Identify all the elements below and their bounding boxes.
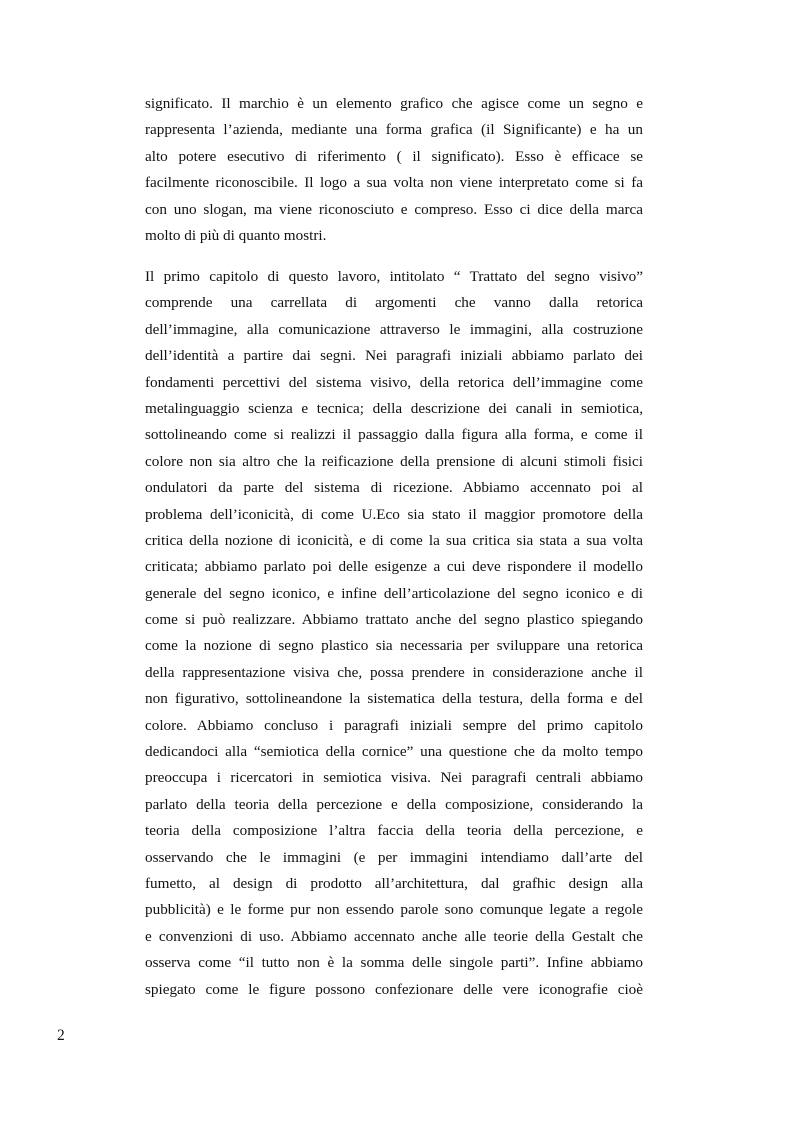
text-line: molto di più di quanto mostri. <box>145 226 327 244</box>
text-line: colore non sia altro che la reificazione della prensione di alcuni stimoli fisici <box>145 452 643 470</box>
text-line: significato. Il marchio è un elemento grafico che agisce come un segno e <box>145 95 643 112</box>
text-line: teoria della composizione l’altra faccia della teoria della percezione, e <box>145 822 643 840</box>
text-line: criticata; abbiamo parlato poi delle esigenze a cui deve rispondere il modello <box>145 558 643 576</box>
text-line: generale del segno iconico, e infine dell’articolazione del segno iconico e di <box>145 584 643 602</box>
text-line: colore. Abbiamo concluso i paragrafi iniziali sempre del primo capitolo <box>145 716 643 734</box>
text-line: della rappresentazione visiva che, possa prendere in considerazione anche il <box>145 663 643 681</box>
text-line: dedicandoci alla “semiotica della cornice” una questione che da molto tempo <box>145 743 643 761</box>
text-line: alto potere esecutivo di riferimento ( il significato). Esso è efficace se <box>145 147 643 165</box>
text-line: sottolineando come si realizzi il passaggio dalla figura alla forma, e come il <box>145 426 643 444</box>
text-line: problema dell’iconicità, di come U.Eco sia stato il maggior promotore della <box>145 505 643 523</box>
text-line: ondulatori da parte del sistema di ricezione. Abbiamo accennato poi al <box>145 479 643 497</box>
text-line: pubblicità) e le forme pur non essendo parole sono comunque legate a regole <box>145 901 643 919</box>
text-line: metalinguaggio scienza e tecnica; della descrizione dei canali in semiotica, <box>145 399 643 417</box>
paragraph-primo-capitolo <box>145 264 643 1003</box>
text-line: fumetto, al design di prodotto all’architettura, dal grafhic design alla <box>145 874 643 892</box>
text-line: dell’identità a partire dai segni. Nei paragrafi iniziali abbiamo parlato dei <box>145 347 643 365</box>
text-line: parlato della teoria della percezione e della composizione, considerando la <box>145 795 643 813</box>
text-line: osservando che le immagini (e per immagini intendiamo dall’arte del <box>145 848 643 866</box>
text-line: Il primo capitolo di questo lavoro, intitolato “ Trattato del segno visivo” <box>145 268 643 285</box>
text-line: rappresenta l’azienda, mediante una forma grafica (il Significante) e ha un <box>145 121 643 139</box>
text-line: e convenzioni di uso. Abbiamo accennato anche alle teorie della Gestalt che <box>145 927 643 945</box>
text-line: con uno slogan, ma viene riconosciuto e compreso. Esso ci dice della marca <box>145 200 643 218</box>
text-line: come la nozione di segno plastico sia necessaria per sviluppare una retorica <box>145 637 643 655</box>
text-line: non figurativo, sottolineandone la sistematica della testura, della forma e del <box>145 690 643 708</box>
text-line: dell’immagine, alla comunicazione attraverso le immagini, alla costruzione <box>145 320 643 338</box>
text-line: spiegato come le figure possono confezionare delle vere iconografie cioè <box>145 980 643 998</box>
text-line: fondamenti percettivi del sistema visivo, della retorica dell’immagine come <box>145 373 643 391</box>
text-line: comprende una carrellata di argomenti che vanno dalla retorica <box>145 294 643 312</box>
text-line: come si può realizzare. Abbiamo trattato anche del segno plastico spiegando <box>145 611 643 629</box>
page-number: 2 <box>57 1027 65 1044</box>
text-line: preoccupa i ricercatori in semiotica visiva. Nei paragrafi centrali abbiamo <box>145 769 643 787</box>
text-line: osserva come “il tutto non è la somma delle singole parti”. Infine abbiamo <box>145 954 643 972</box>
paragraph-marchio-logo <box>145 91 643 249</box>
text-line: critica della nozione di iconicità, e di come la sua critica sia stata a sua volta <box>145 531 643 549</box>
text-line: facilmente riconoscibile. Il logo a sua volta non viene interpretato come si fa <box>145 174 643 192</box>
